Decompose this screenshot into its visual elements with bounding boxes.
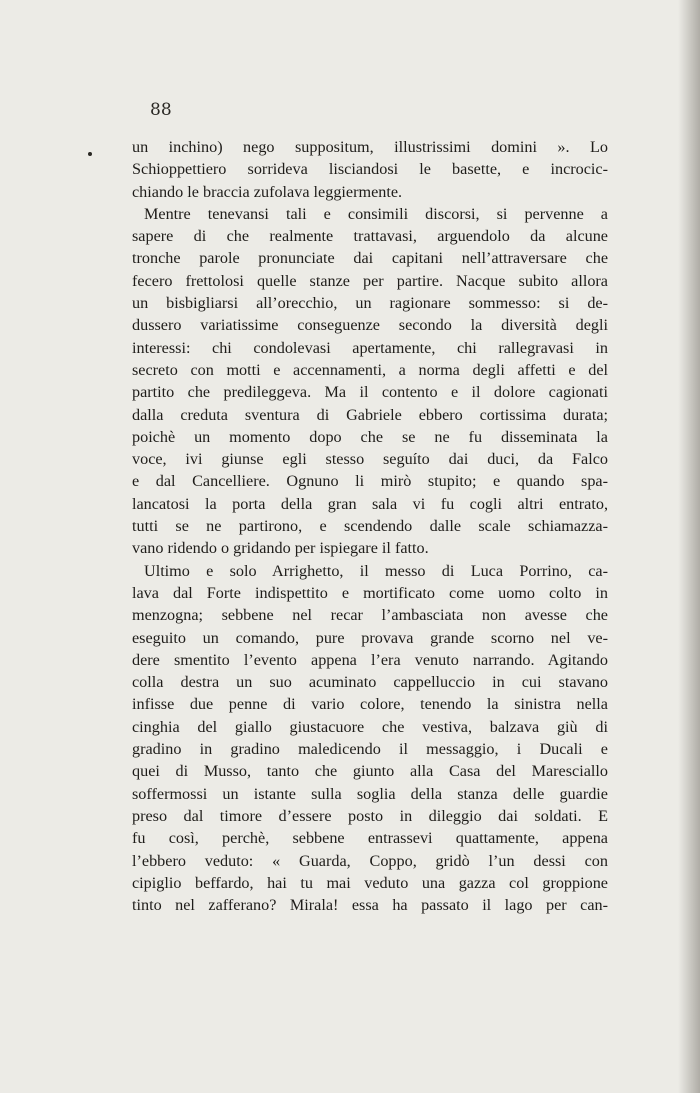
text-line: l’ebbero veduto: « Guarda, Coppo, gridò l’un dessi con [132,851,608,870]
text-line: dalla creduta sventura di Gabriele ebbero cortissima durata; [132,405,608,424]
text-line: vano ridendo o gridando per ispiegare il fatto. [132,539,429,558]
body-text [132,136,608,916]
ink-spot [88,152,92,156]
text-line: lava dal Forte indispettito e mortificato come uomo colto in [132,583,608,602]
text-line: partito che predileggeva. Ma il contento e il dolore cagionati [132,383,608,402]
page-edge-shadow [678,0,700,1093]
text-line: chiando le braccia zufolava leggiermente. [132,182,403,201]
text-line: tutti se ne partirono, e scendendo dalle scale schiamazza- [132,517,608,536]
text-line: lancatosi la porta della gran sala vi fu cogli altri entrato, [132,494,608,513]
text-line: dussero variatissime conseguenze secondo la diversità degli [132,316,608,335]
text-line: eseguito un comando, pure provava grande scorno nel ve- [132,628,608,647]
text-line: un inchino) nego suppositum, illustrissimi domini ». Lo [132,138,608,156]
text-line: gradino in gradino maledicendo il messaggio, i Ducali e [132,740,608,759]
text-line: poichè un momento dopo che se ne fu disseminata la [132,427,608,446]
text-line: Mentre tenevansi tali e consimili discorsi, si pervenne a [144,204,608,223]
text-line: un bisbigliarsi all’orecchio, un ragionare sommesso: si de- [132,294,608,313]
text-line: Ultimo e solo Arrighetto, il messo di Luca Porrino, ca- [144,561,608,580]
text-line: menzogna; sebbene nel recar l’ambasciata non avesse che [132,606,608,625]
text-line: dere smentito l’evento appena l’era venuto narrando. Agitando [132,650,608,669]
text-line: tronche parole pronunciate dai capitani nell’attraversare che [132,249,608,268]
text-line: fecero frettolosi quelle stanze per partire. Nacque subito allora [132,271,608,290]
text-line: e dal Cancelliere. Ognuno li mirò stupito; e quando spa- [132,472,608,491]
text-line: tinto nel zafferano? Mirala! essa ha passato il lago per can- [132,896,608,915]
text-line: cipiglio beffardo, hai tu mai veduto una gazza col groppione [132,873,608,892]
page-number: 88 [150,100,172,120]
text-line: colla destra un suo acuminato cappelluccio in cui stavano [132,673,608,692]
text-line: Schioppettiero sorrideva lisciandosi le basette, e incrocic- [132,160,608,179]
text-line: soffermossi un istante sulla soglia della stanza delle guardie [132,784,608,803]
text-line: cinghia del giallo giustacuore che vestiva, balzava giù di [132,717,608,736]
text-line: preso dal timore d’essere posto in dileggio dai soldati. E [132,806,608,825]
text-line: infisse due penne di vario colore, tenendo la sinistra nella [132,695,608,714]
text-line: sapere di che realmente trattavasi, arguendolo da alcune [132,227,608,246]
text-line: fu così, perchè, sebbene entrassevi quattamente, appena [132,829,608,848]
text-line: secreto con motti e accennamenti, a norma degli affetti e del [132,360,608,379]
text-line: voce, ivi giunse egli stesso seguíto dai duci, da Falco [132,450,608,469]
text-line: interessi: chi condolevasi apertamente, chi rallegravasi in [132,338,608,357]
text-line: quei di Musso, tanto che giunto alla Casa del Maresciallo [132,762,608,781]
